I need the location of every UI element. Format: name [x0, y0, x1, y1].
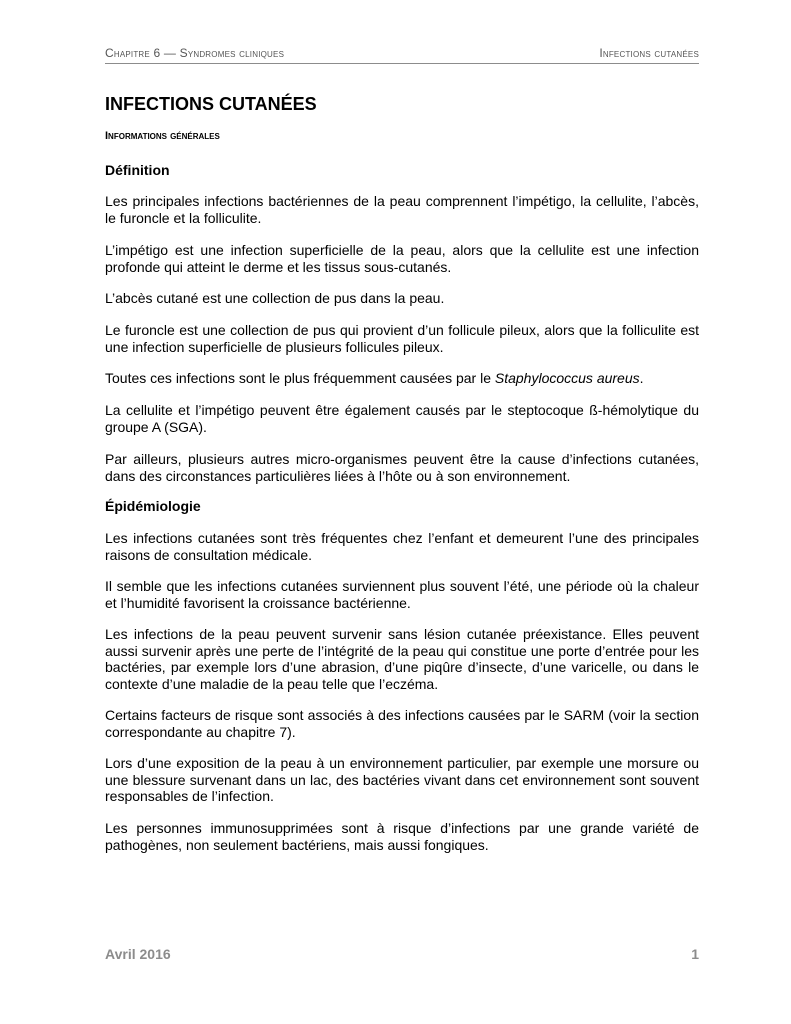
paragraph: Par ailleurs, plusieurs autres micro-organismes peuvent être la cause d’infections cutanées, dans des circonstances particulières liées à l’hôte ou à son environnement.: [105, 451, 699, 484]
subheading-definition: Définition: [105, 162, 170, 178]
paragraph: Lors d’une exposition de la peau à un environnement particulier, par exemple une morsure ou une blessure survenant dans un lac, des bactéries vivant dans cet environnement sont souvent responsables de l’infection.: [105, 755, 699, 804]
header-chapter: Chapitre 6 — Syndromes cliniques: [105, 46, 285, 60]
paragraph: Les infections cutanées sont très fréquentes chez l’enfant et demeurent l’une des principales raisons de consultation médicale.: [105, 530, 699, 563]
paragraph: L’impétigo est une infection superficielle de la peau, alors que la cellulite est une infection profonde qui atteint le derme et les tissus sous-cutanés.: [105, 242, 699, 275]
paragraph: [105, 370, 699, 387]
footer-date: Avril 2016: [105, 946, 171, 962]
paragraph: Le furoncle est une collection de pus qui provient d’un follicule pileux, alors que la folliculite est une infection superficielle de plusieurs follicules pileux.: [105, 322, 699, 355]
paragraph-text: Toutes ces infections sont le plus fréquemment causées par le: [105, 370, 495, 386]
subheading-epidemiologie: Épidémiologie: [105, 498, 201, 514]
paragraph-text: .: [639, 370, 644, 386]
section-heading: Informations générales: [105, 130, 220, 142]
paragraph: Les infections de la peau peuvent survenir sans lésion cutanée préexistance. Elles peuvent aussi survenir après une perte de l’intégrité de la peau qui constitue une porte d’entrée pour les bactéries, par exemple lors d’une abrasion, d’une piqûre d’insecte, d’une varicelle, ou dans le contexte d’une maladie de la peau telle que l’eczéma.: [105, 626, 699, 692]
page-title: INFECTIONS CUTANÉES: [105, 94, 317, 114]
paragraph: La cellulite et l’impétigo peuvent être également causés par le steptocoque ß-hémolytique du groupe A (SGA).: [105, 402, 699, 435]
paragraph: Il semble que les infections cutanées surviennent plus souvent l’été, une période où la chaleur et l’humidité favorisent la croissance bactérienne.: [105, 578, 699, 611]
paragraph: Les principales infections bactériennes de la peau comprennent l’impétigo, la cellulite, l’abcès, le furoncle et la folliculite.: [105, 193, 699, 226]
running-header: [105, 46, 699, 64]
paragraph: L’abcès cutané est une collection de pus dans la peau.: [105, 290, 445, 306]
document-page: [105, 0, 699, 1024]
paragraph: Les personnes immunosupprimées sont à risque d’infections par une grande variété de pathogènes, non seulement bactériens, mais aussi fongiques.: [105, 820, 699, 853]
species-name: Staphylococcus aureus: [494, 370, 640, 386]
page-number: 1: [691, 946, 699, 962]
paragraph: Certains facteurs de risque sont associés à des infections causées par le SARM (voir la section correspondante au chapitre 7).: [105, 707, 699, 740]
header-section: Infections cutanées: [599, 46, 699, 60]
page-footer: [105, 946, 699, 962]
